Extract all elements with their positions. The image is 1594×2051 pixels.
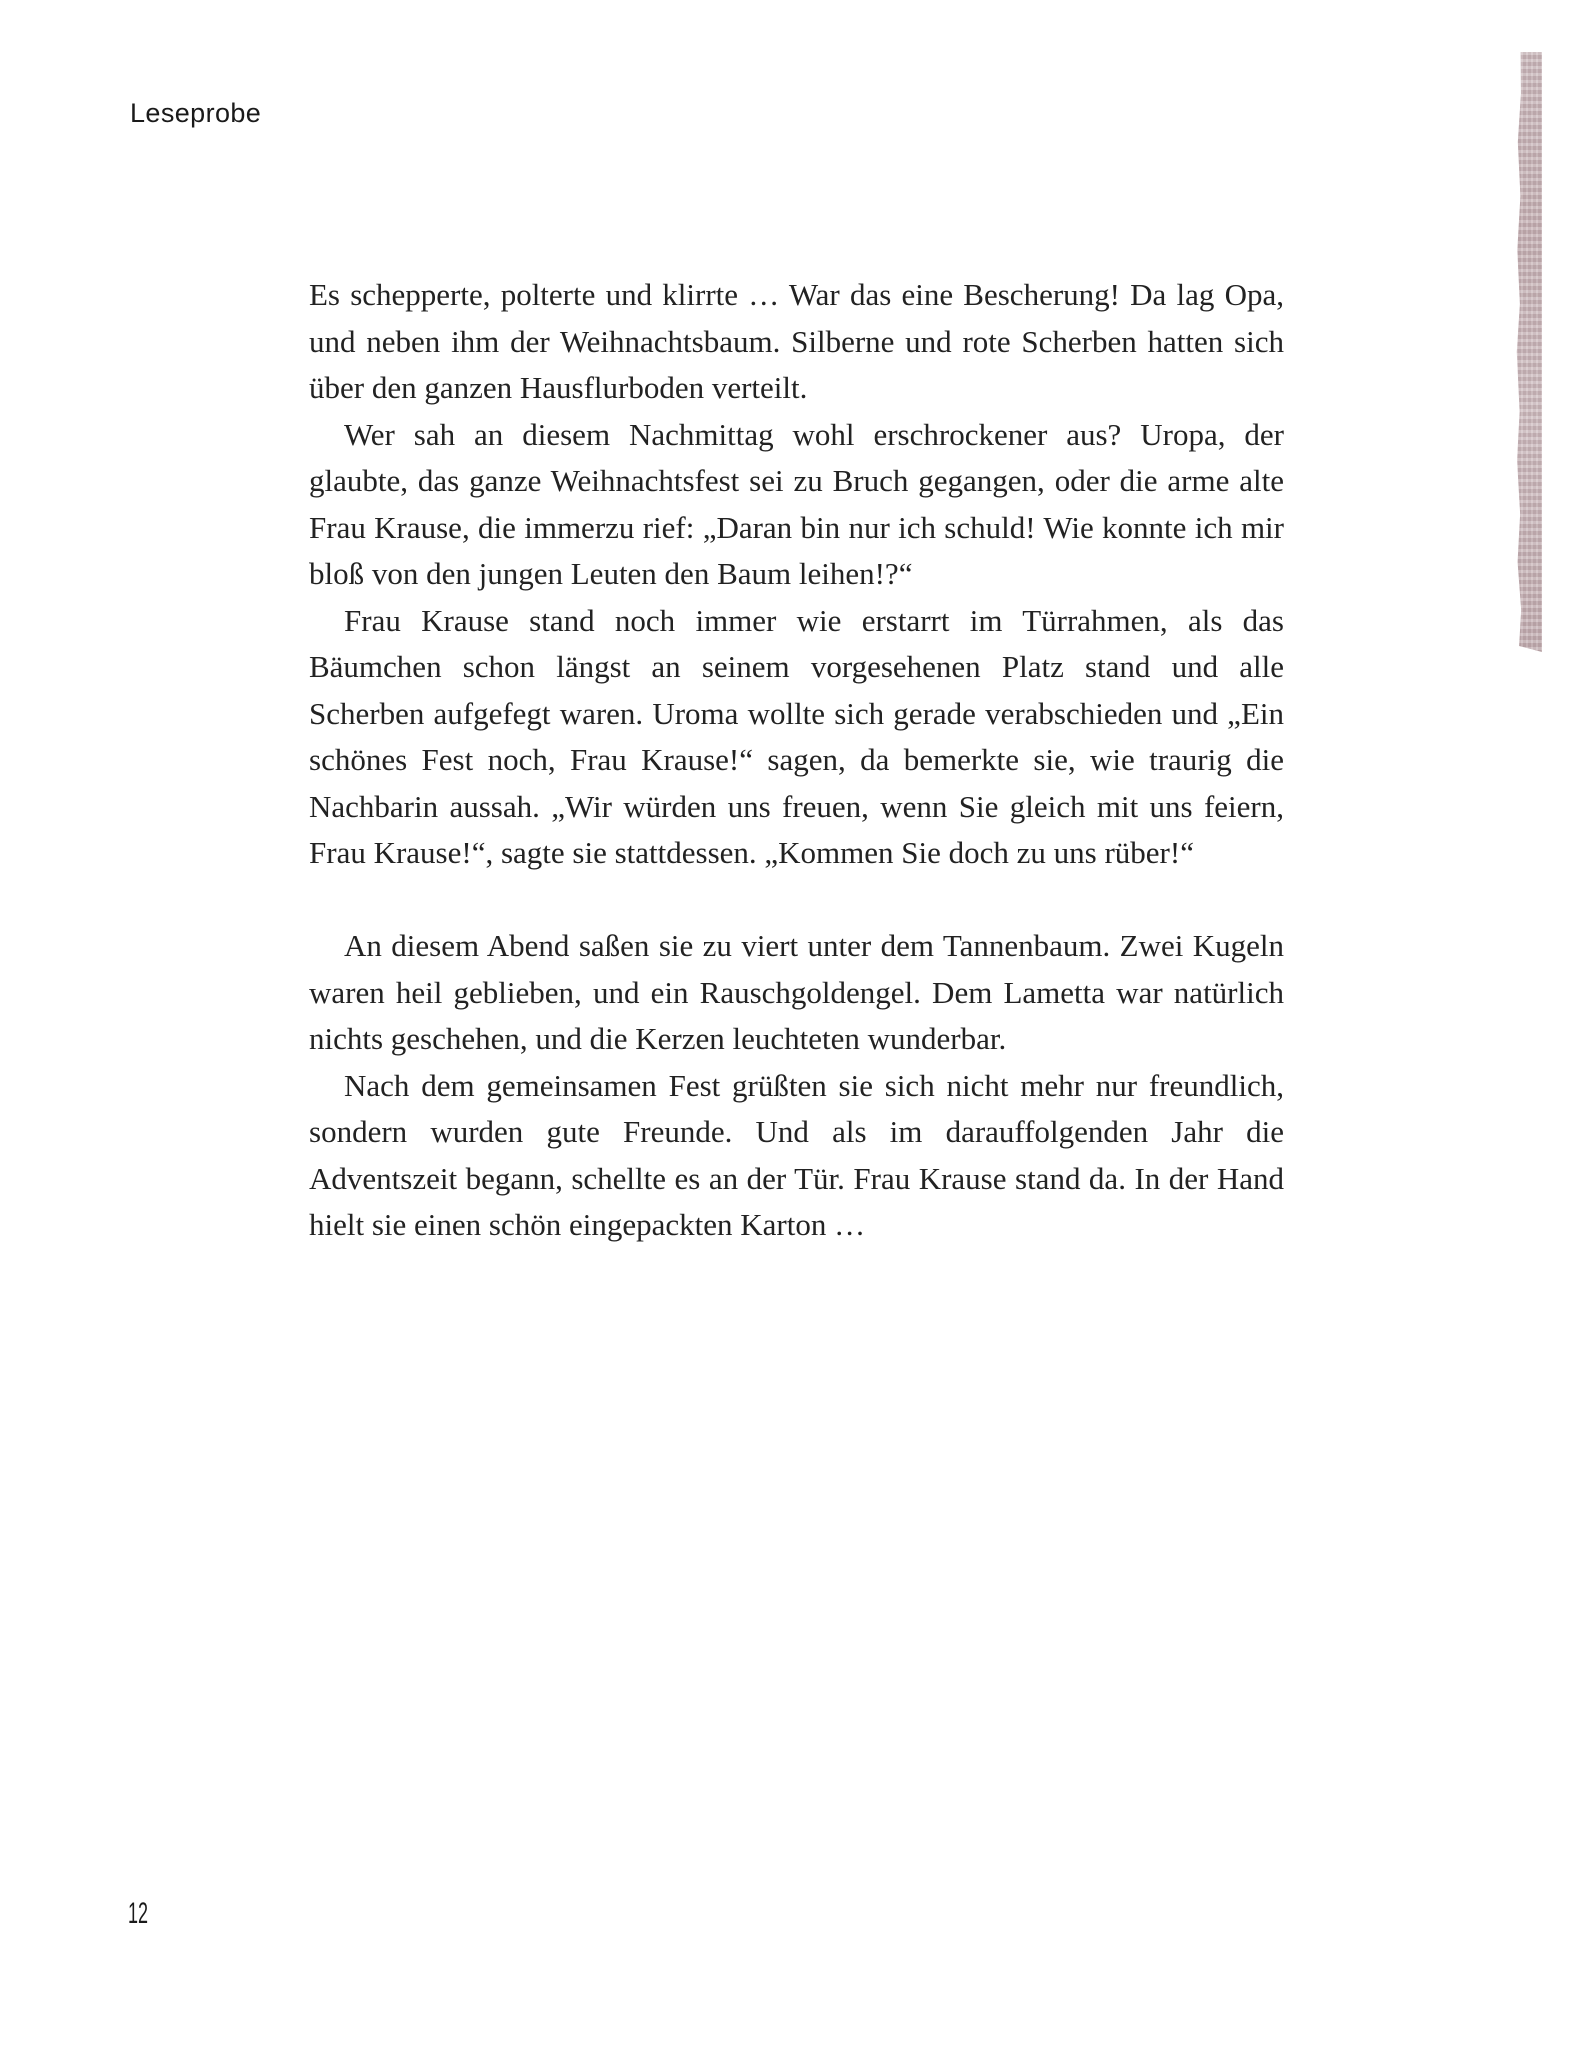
story-text xyxy=(309,272,1284,1249)
paragraph: Nach dem gemeinsamen Fest grüßten sie sich nicht mehr nur freundlich, sondern wurden gute Freunde. Und als im darauffolgenden Jahr die Adventszeit begann, schellte es an der Tür. Frau Krause stand da. In der Hand hielt sie einen schön eingepackten Karton … xyxy=(309,1067,1284,1242)
paragraph: Frau Krause stand noch immer wie erstarrt im Türrahmen, als das Bäumchen schon längst an seinem vorgesehenen Platz stand und alle Scherben aufgefegt waren. Uroma wollte sich gerade verabschieden und „Ein schönes Fest noch, Frau Krause!“ sagen, da bemerkte sie, wie traurig die Nachbarin aussah. „Wir würden uns freuen, wenn Sie gleich mit uns feiern, Frau Krause!“, sagte sie stattdessen. „Kommen Sie doch zu uns rüber!“ xyxy=(309,602,1284,870)
running-head: Leseprobe xyxy=(130,98,262,128)
paragraph: Wer sah an diesem Nachmittag wohl erschrockener aus? Uropa, der glaubte, das ganze Weihnachtsfest sei zu Bruch gegangen, oder die arme alte Frau Krause, die immerzu rief: „Daran bin nur ich schuld! Wie konnte ich mir bloß von den jungen Leuten den Baum leihen!?“ xyxy=(309,416,1284,591)
paragraph: An diesem Abend saßen sie zu viert unter dem Tannenbaum. Zwei Kugeln waren heil geblieben, und ein Rauschgoldengel. Dem Lametta war natürlich nichts geschehen, und die Kerzen leuchteten wunderbar. xyxy=(309,928,1284,1056)
paragraph: Es schepperte, polterte und klirrte … War das eine Bescherung! Da lag Opa, und neben ihm der Weihnachtsbaum. Silberne und rote Scherben hatten sich über den ganzen Hausflurboden verteilt. xyxy=(309,277,1284,405)
page-number: 12 xyxy=(128,1897,149,1930)
decorative-paper-strip xyxy=(1516,52,1542,652)
